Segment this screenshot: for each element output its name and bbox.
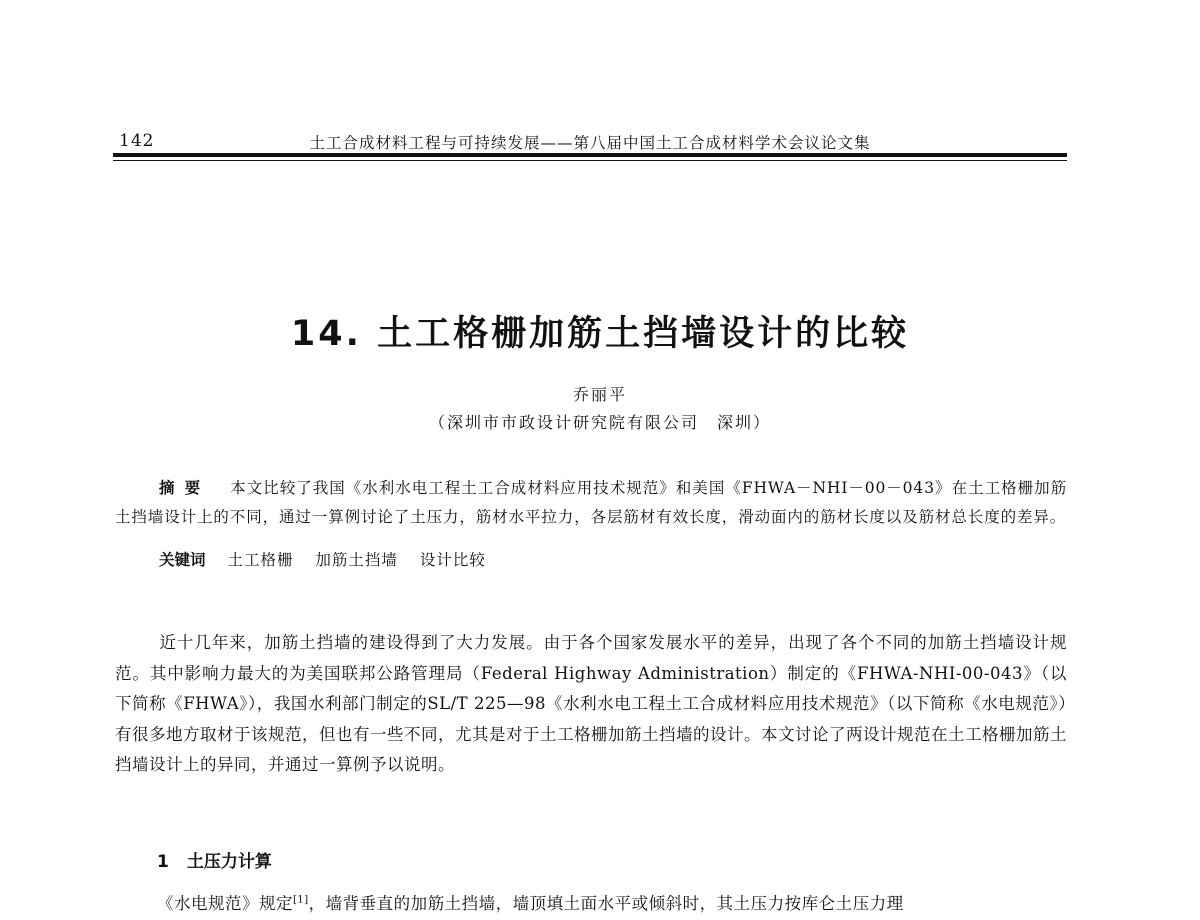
section-title: 土压力计算 <box>186 852 272 872</box>
intro-paragraph <box>115 628 1067 781</box>
section-body-lead: 《水电规范》规定 <box>157 894 293 913</box>
keywords <box>159 548 502 570</box>
keyword-item: 设计比较 <box>419 551 486 569</box>
section-number: 1 <box>157 852 169 872</box>
intro-text: 近十几年来，加筋土挡墙的建设得到了大力发展。由于各个国家发展水平的差异，出现了各个不同的加筋土挡墙设计规范。其中影响力最大的为美国联邦公路管理局（Federal Highway Administration）制定的《FHWA-NHI-00-043》（以下简称《FHWA》），我国水利部门制定的SL/T 225—98《水利水电工程土工合成材料应用技术规范》（以下简称《水电规范》）有很多地方取材于该规范，但也有一些不同，尤其是对于土工格栅加筋土挡墙的设计。本文讨论了两设计规范在土工格栅加筋土挡墙设计上的异同，并通过一算例予以说明。 <box>115 633 1067 774</box>
page-header <box>113 124 1067 164</box>
page-number: 142 <box>119 131 155 151</box>
keywords-label: 关键词 <box>159 551 206 569</box>
section-heading <box>157 847 272 872</box>
keyword-item: 加筋土挡墙 <box>315 551 398 569</box>
abstract-text: 本文比较了我国《水利水电工程土工合成材料应用技术规范》和美国《FHWA－NHI－00－043》在土工格栅加筋土挡墙设计上的不同，通过一算例讨论了土压力，筋材水平拉力，各层筋材有效长度，滑动面内的筋材长度以及筋材总长度的差异。 <box>115 479 1067 526</box>
section-body-continuation: ，墙背垂直的加筋土挡墙，墙顶填土面水平或倾斜时，其土压力按库仑土压力理 <box>308 894 904 913</box>
abstract-label: 摘要 <box>159 479 211 497</box>
header-rule-thin <box>113 160 1067 161</box>
section-body-line <box>157 890 1067 914</box>
keyword-item: 土工格栅 <box>227 551 294 569</box>
running-title: 土工合成材料工程与可持续发展——第八届中国土工合成材料学术会议论文集 <box>309 134 871 152</box>
author-affiliation: （深圳市市政设计研究院有限公司 深圳） <box>428 413 771 432</box>
author-name: 乔丽平 <box>572 385 627 404</box>
abstract <box>115 474 1067 532</box>
paper-title: 14. 土工格栅加筋土挡墙设计的比较 <box>290 314 910 354</box>
header-rule-thick <box>113 153 1067 157</box>
citation-ref: [1] <box>293 894 309 906</box>
